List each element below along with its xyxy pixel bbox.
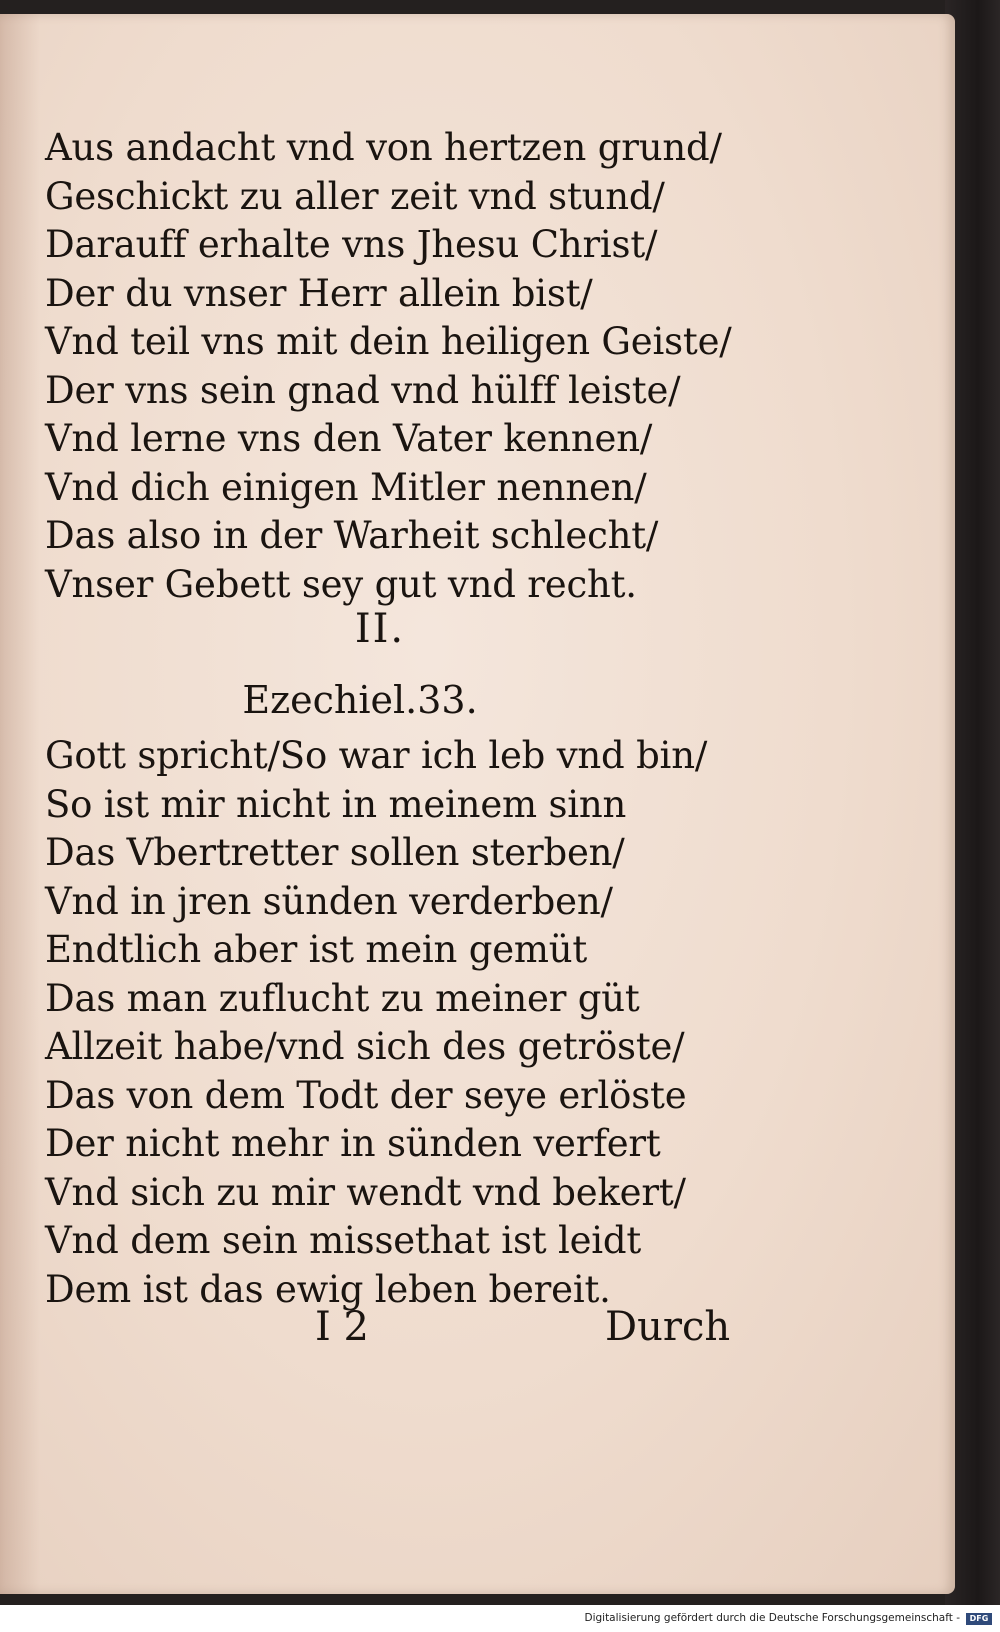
verse-line: Vnd lerne vns den Vater kennen/ xyxy=(45,417,653,460)
stanza-1 xyxy=(45,124,905,609)
verse-line: Endtlich aber ist mein gemüt xyxy=(45,928,588,971)
verse-line: Dem ist das ewig leben bereit. xyxy=(45,1267,611,1311)
verse-line: Vnd sich zu mir wendt vnd bekert/ xyxy=(45,1170,686,1214)
signature-mark: I 2 xyxy=(315,1304,369,1350)
scripture-reference: Ezechiel.33. xyxy=(242,678,478,722)
verse-line: Das von dem Todt der seye erlöste xyxy=(45,1073,687,1117)
verse-line: Der du vnser Herr allein bist/ xyxy=(45,271,593,315)
dfg-logo-icon: DFG xyxy=(966,1613,992,1625)
verse-line: Gott spricht/So war ich leb vnd bin/ xyxy=(45,734,708,777)
section-number: II. xyxy=(354,606,406,652)
book-page xyxy=(0,14,955,1594)
catchword: Durch xyxy=(605,1304,731,1350)
gutter-shadow xyxy=(0,14,40,1594)
verse-line: Geschickt zu aller zeit vnd stund/ xyxy=(45,174,665,218)
verse-line: Vnd teil vns mit dein heiligen Geiste/ xyxy=(45,320,732,363)
verse-line: Vnd dem sein missethat ist leidt xyxy=(45,1219,642,1262)
verse-line: Darauff erhalte vns Jhesu Christ/ xyxy=(45,223,658,266)
verse-line: Vnser Gebett sey gut vnd recht. xyxy=(45,562,637,606)
verse-line: Vnd dich einigen Mitler nennen/ xyxy=(45,465,647,509)
verse-line: Vnd in jren sünden verderben/ xyxy=(45,879,613,923)
verse-line: Der vns sein gnad vnd hülff leiste/ xyxy=(45,368,681,412)
stanza-2 xyxy=(45,732,905,1314)
funding-credit: Digitalisierung gefördert durch die Deutsche Forschungsgemeinschaft - xyxy=(584,1612,960,1624)
verse-line: Das also in der Warheit schlecht/ xyxy=(45,514,659,557)
verse-line: Das man zuflucht zu meiner güt xyxy=(45,976,640,1020)
verse-line: Das Vbertretter sollen sterben/ xyxy=(45,831,625,874)
credit-bar xyxy=(0,1605,1000,1632)
verse-line: Allzeit habe/vnd sich des getröste/ xyxy=(45,1025,685,1068)
verse-line: Aus andacht vnd von hertzen grund/ xyxy=(45,126,722,169)
verse-line: So ist mir nicht in meinem sinn xyxy=(45,782,627,826)
verse-line: Der nicht mehr in sünden verfert xyxy=(45,1122,661,1165)
